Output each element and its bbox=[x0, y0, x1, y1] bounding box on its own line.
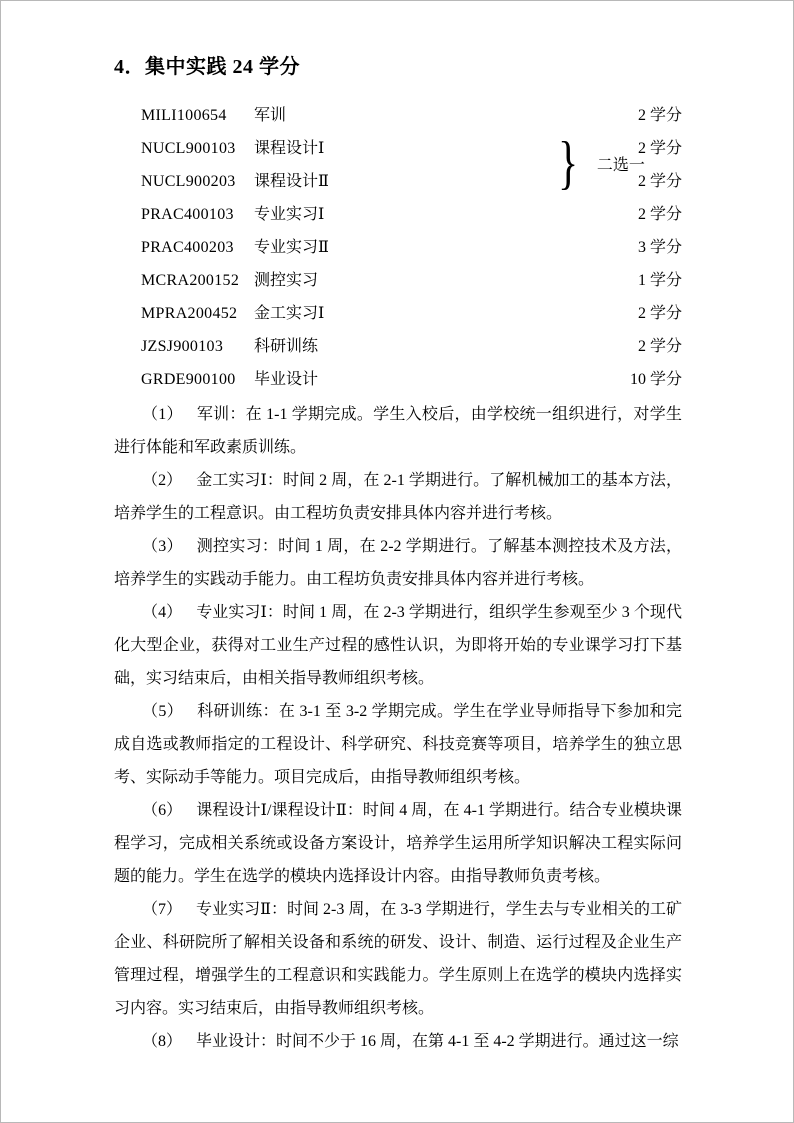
choose-one-annotation bbox=[558, 130, 645, 196]
numbered-paragraph bbox=[114, 1025, 682, 1058]
paragraph-text: 专业实习Ⅰ：时间 1 周，在 2-3 学期进行，组织学生参观至少 3 个现代化大型企业，获得对工业生产过程的感性认识，为即将开始的专业课学习打下基础，实习结束后，由相关指导教师组织考核。 bbox=[114, 604, 682, 687]
paragraph-section bbox=[114, 398, 682, 1058]
course-code: MPRA200452 bbox=[141, 305, 238, 322]
paragraph-number: （5） bbox=[142, 703, 184, 720]
paragraph-number: （6） bbox=[142, 802, 183, 819]
course-code: MILI100654 bbox=[141, 107, 227, 124]
paragraph-text: 测控实习：时间 1 周，在 2-2 学期进行。了解基本测控技术及方法，培养学生的实践动手能力。由工程坊负责安排具体内容并进行考核。 bbox=[114, 538, 682, 588]
numbered-paragraph bbox=[114, 398, 682, 464]
paragraph-text: 毕业设计：时间不少于 16 周，在第 4-1 至 4-2 学期进行。通过这一综 bbox=[196, 1033, 679, 1050]
course-name: 课程设计Ⅱ bbox=[254, 173, 329, 190]
paragraph-text: 科研训练：在 3-1 至 3-2 学期完成。学生在学业导师指导下参加和完成自选或教师指定的工程设计、科学研究、科技竞赛等项目，培养学生的独立思考、实际动手等能力。项目完成后，由指导教师组织考核。 bbox=[114, 703, 682, 786]
course-row bbox=[114, 330, 682, 363]
paragraph-text: 课程设计Ⅰ/课程设计Ⅱ：时间 4 周，在 4-1 学期进行。结合专业模块课程学习，完成相关系统或设备方案设计，培养学生运用所学知识解决工程实际问题的能力。学生在选学的模块内选择设计内容。由指导教师负责考核。 bbox=[114, 802, 682, 885]
course-credits: 2 学分 bbox=[637, 107, 682, 124]
paragraph-text: 专业实习Ⅱ：时间 2-3 周，在 3-3 学期进行，学生去与专业相关的工矿企业、科研院所了解相关设备和系统的研发、设计、制造、运行过程及企业生产管理过程，增强学生的工程意识和实践能力。学生原则上在选学的模块内选择实习内容。实习结束后，由指导教师组织考核。 bbox=[114, 901, 682, 1017]
course-row bbox=[114, 264, 682, 297]
course-credits: 2 学分 bbox=[637, 305, 682, 322]
course-row bbox=[114, 363, 682, 396]
course-code: NUCL900103 bbox=[141, 140, 236, 157]
paragraph-number: （4） bbox=[142, 604, 183, 621]
numbered-paragraph bbox=[114, 596, 682, 695]
course-credits: 2 学分 bbox=[637, 338, 682, 355]
course-credits: 3 学分 bbox=[637, 239, 682, 256]
course-name: 军训 bbox=[254, 107, 287, 124]
paragraph-number: （3） bbox=[142, 538, 183, 555]
numbered-paragraph bbox=[114, 893, 682, 1025]
course-name: 金工实习Ⅰ bbox=[254, 305, 325, 322]
paragraph-text: 金工实习Ⅰ：时间 2 周，在 2-1 学期进行。了解机械加工的基本方法，培养学生的工程意识。由工程坊负责安排具体内容并进行考核。 bbox=[114, 472, 682, 522]
paragraph-number: （8） bbox=[142, 1033, 183, 1050]
course-code: PRAC400203 bbox=[141, 239, 234, 256]
course-credits: 2 学分 bbox=[637, 173, 682, 190]
course-code: PRAC400103 bbox=[141, 206, 234, 223]
numbered-paragraph bbox=[114, 464, 682, 530]
course-code: NUCL900203 bbox=[141, 173, 236, 190]
course-name: 测控实习 bbox=[254, 272, 319, 289]
numbered-paragraph bbox=[114, 794, 682, 893]
course-name: 课程设计Ⅰ bbox=[254, 140, 325, 157]
course-code: JZSJ900103 bbox=[141, 338, 224, 355]
course-credit-table bbox=[114, 99, 682, 396]
numbered-paragraph bbox=[114, 530, 682, 596]
paragraph-number: （1） bbox=[142, 406, 183, 423]
section-title: 4．集中实践 24 学分 bbox=[114, 56, 300, 78]
course-credits: 2 学分 bbox=[637, 140, 682, 157]
paragraph-number: （7） bbox=[142, 901, 183, 918]
numbered-paragraph bbox=[114, 695, 682, 794]
course-credits: 10 学分 bbox=[629, 371, 682, 388]
course-code: GRDE900100 bbox=[141, 371, 236, 388]
course-row bbox=[114, 198, 682, 231]
course-row bbox=[114, 99, 682, 132]
course-name: 专业实习Ⅱ bbox=[254, 239, 329, 256]
course-row bbox=[114, 297, 682, 330]
paragraph-number: （2） bbox=[142, 472, 183, 489]
paragraph-text: 军训：在 1-1 学期完成。学生入校后，由学校统一组织进行，对学生进行体能和军政素质训练。 bbox=[114, 406, 682, 456]
course-name: 专业实习Ⅰ bbox=[254, 206, 325, 223]
choose-one-label: 二选一 bbox=[596, 156, 645, 174]
course-credits: 2 学分 bbox=[637, 206, 682, 223]
course-row bbox=[114, 231, 682, 264]
course-name: 毕业设计 bbox=[254, 371, 319, 388]
course-credits: 1 学分 bbox=[637, 272, 682, 289]
course-name: 科研训练 bbox=[254, 338, 319, 355]
right-brace-icon: } bbox=[558, 130, 579, 196]
course-code: MCRA200152 bbox=[141, 272, 240, 289]
